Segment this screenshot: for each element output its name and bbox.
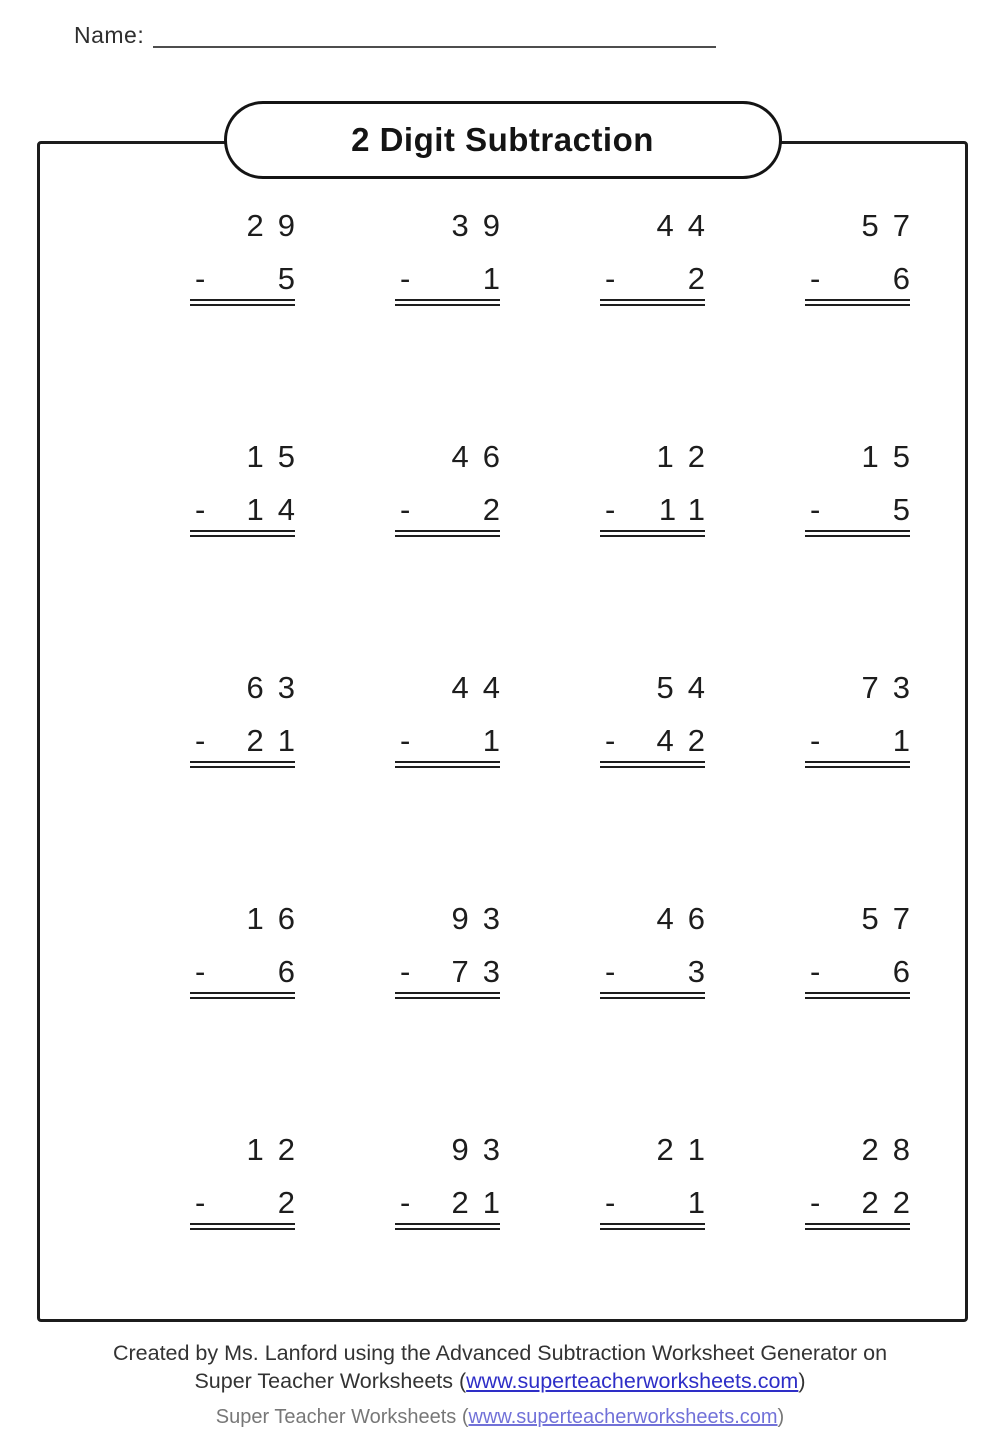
subtrahend: 73 xyxy=(451,954,514,989)
problems-grid xyxy=(190,208,924,1363)
cutoff-prefix: Super Teacher Worksheets ( xyxy=(215,1406,469,1428)
minus-sign: - xyxy=(195,492,206,527)
superteacherworksheets-link[interactable]: www.superteacherworksheets.com xyxy=(466,1368,799,1393)
name-field xyxy=(74,22,716,48)
minuend: 57 xyxy=(861,901,924,936)
minuend-row xyxy=(805,901,924,937)
minuend: 12 xyxy=(656,439,719,474)
subtraction-problem xyxy=(190,901,309,999)
subtrahend-row xyxy=(600,261,719,301)
subtrahend: 6 xyxy=(277,954,309,989)
subtrahend-row xyxy=(395,1185,514,1225)
minus-sign: - xyxy=(810,261,821,296)
minuend: 54 xyxy=(656,670,719,705)
subtraction-problem xyxy=(190,208,309,306)
minuend: 44 xyxy=(656,208,719,243)
minus-sign: - xyxy=(195,723,206,758)
subtrahend-row xyxy=(395,492,514,532)
subtraction-problem xyxy=(805,901,924,999)
minuend: 29 xyxy=(246,208,309,243)
worksheet-title-pill xyxy=(224,101,782,179)
subtrahend-row xyxy=(395,723,514,763)
subtraction-problem xyxy=(600,1132,719,1230)
subtrahend: 11 xyxy=(658,492,719,527)
subtrahend: 3 xyxy=(687,954,719,989)
subtrahend: 2 xyxy=(277,1185,309,1220)
minuend: 93 xyxy=(451,901,514,936)
minuend-row xyxy=(395,670,514,706)
minus-sign: - xyxy=(810,492,821,527)
minus-sign: - xyxy=(605,261,616,296)
subtrahend: 1 xyxy=(892,723,924,758)
cutoff-link: www.superteacherworksheets.com xyxy=(468,1406,778,1428)
subtraction-problem xyxy=(805,1132,924,1230)
minuend-row xyxy=(805,439,924,475)
subtraction-problem xyxy=(805,670,924,768)
minus-sign: - xyxy=(810,1185,821,1220)
subtrahend: 22 xyxy=(861,1185,924,1220)
minuend: 15 xyxy=(246,439,309,474)
footer-credit-line2 xyxy=(0,1368,1000,1396)
minus-sign: - xyxy=(195,1185,206,1220)
subtraction-problem xyxy=(395,208,514,306)
minus-sign: - xyxy=(400,723,411,758)
worksheet-border-box xyxy=(37,121,968,1322)
minuend-row xyxy=(190,208,309,244)
subtrahend: 2 xyxy=(482,492,514,527)
minuend-row xyxy=(600,901,719,937)
cutoff-suffix: ) xyxy=(777,1406,785,1428)
subtraction-problem xyxy=(600,439,719,537)
minuend-row xyxy=(190,439,309,475)
subtrahend: 14 xyxy=(246,492,309,527)
subtrahend-row xyxy=(805,492,924,532)
subtrahend-row xyxy=(805,1185,924,1225)
minuend-row xyxy=(395,901,514,937)
subtraction-problem xyxy=(190,670,309,768)
minus-sign: - xyxy=(810,954,821,989)
subtrahend-row xyxy=(395,954,514,994)
minuend: 44 xyxy=(451,670,514,705)
subtrahend-row xyxy=(190,723,309,763)
subtrahend: 6 xyxy=(892,261,924,296)
subtraction-problem xyxy=(395,901,514,999)
worksheet-title: 2 Digit Subtraction xyxy=(351,121,654,158)
subtraction-problem xyxy=(395,670,514,768)
subtrahend-row xyxy=(805,954,924,994)
minus-sign: - xyxy=(195,954,206,989)
minuend: 46 xyxy=(451,439,514,474)
subtrahend: 5 xyxy=(277,261,309,296)
minuend-row xyxy=(805,208,924,244)
name-label: Name: xyxy=(74,22,145,48)
subtrahend-row xyxy=(190,492,309,532)
subtrahend-row xyxy=(190,1185,309,1225)
minuend-row xyxy=(600,439,719,475)
subtrahend: 5 xyxy=(892,492,924,527)
minuend-row xyxy=(190,901,309,937)
page-bottom-cutoff-text xyxy=(0,1404,1000,1430)
subtraction-problem xyxy=(805,439,924,537)
subtraction-problem xyxy=(805,208,924,306)
subtraction-problem xyxy=(190,1132,309,1230)
minuend-row xyxy=(805,670,924,706)
minus-sign: - xyxy=(605,723,616,758)
minuend-row xyxy=(190,1132,309,1168)
minus-sign: - xyxy=(400,954,411,989)
minuend: 57 xyxy=(861,208,924,243)
minuend-row xyxy=(600,208,719,244)
minuend-row xyxy=(395,439,514,475)
minuend: 39 xyxy=(451,208,514,243)
footer-credit-line1: Created by Ms. Lanford using the Advanced Subtraction Worksheet Generator on xyxy=(112,1341,888,1365)
minuend: 93 xyxy=(451,1132,514,1167)
subtrahend: 2 xyxy=(687,261,719,296)
minuend-row xyxy=(805,1132,924,1168)
subtrahend: 21 xyxy=(451,1185,514,1220)
minus-sign: - xyxy=(400,492,411,527)
footer-credit xyxy=(0,1340,1000,1395)
subtrahend-row xyxy=(190,954,309,994)
subtrahend-row xyxy=(395,261,514,301)
subtraction-problem xyxy=(600,901,719,999)
minuend: 16 xyxy=(246,901,309,936)
subtraction-problem xyxy=(600,208,719,306)
subtrahend: 1 xyxy=(482,261,514,296)
minus-sign: - xyxy=(195,261,206,296)
subtrahend-row xyxy=(805,261,924,301)
subtrahend-row xyxy=(600,723,719,763)
subtrahend-row xyxy=(600,954,719,994)
subtrahend-row xyxy=(190,261,309,301)
minuend: 63 xyxy=(246,670,309,705)
minus-sign: - xyxy=(400,261,411,296)
subtrahend: 42 xyxy=(656,723,719,758)
subtrahend-row xyxy=(600,1185,719,1225)
footer-credit-line2-suffix: ) xyxy=(798,1368,806,1393)
minus-sign: - xyxy=(605,954,616,989)
subtrahend: 21 xyxy=(246,723,309,758)
minuend-row xyxy=(600,1132,719,1168)
minus-sign: - xyxy=(605,492,616,527)
minuend-row xyxy=(600,670,719,706)
subtrahend-row xyxy=(805,723,924,763)
minus-sign: - xyxy=(605,1185,616,1220)
subtraction-problem xyxy=(395,1132,514,1230)
subtraction-problem xyxy=(190,439,309,537)
subtrahend: 1 xyxy=(687,1185,719,1220)
minuend: 21 xyxy=(656,1132,719,1167)
subtraction-problem xyxy=(395,439,514,537)
subtraction-problem xyxy=(600,670,719,768)
name-blank-line xyxy=(153,23,716,48)
subtrahend: 1 xyxy=(482,723,514,758)
minuend-row xyxy=(395,1132,514,1168)
minus-sign: - xyxy=(810,723,821,758)
subtrahend-row xyxy=(600,492,719,532)
minuend-row xyxy=(395,208,514,244)
minuend: 46 xyxy=(656,901,719,936)
minus-sign: - xyxy=(400,1185,411,1220)
minuend: 15 xyxy=(861,439,924,474)
minuend-row xyxy=(190,670,309,706)
minuend: 73 xyxy=(861,670,924,705)
subtrahend: 6 xyxy=(892,954,924,989)
minuend: 28 xyxy=(861,1132,924,1167)
footer-credit-line2-prefix: Super Teacher Worksheets ( xyxy=(194,1368,467,1393)
minuend: 12 xyxy=(246,1132,309,1167)
